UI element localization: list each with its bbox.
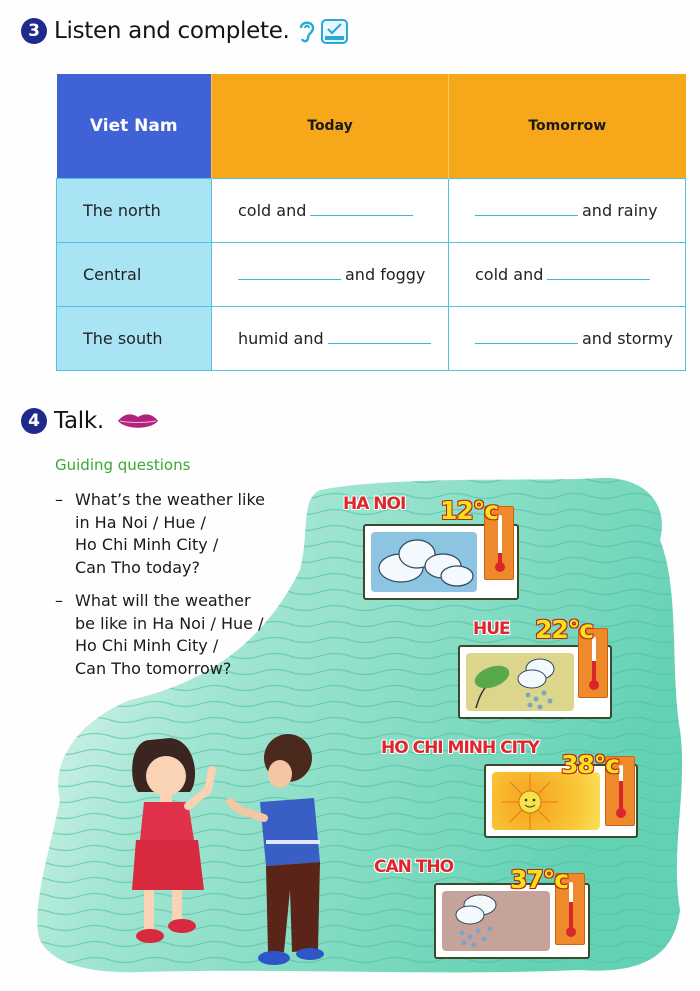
- complete-icon: [321, 19, 348, 44]
- blank-field[interactable]: [238, 266, 341, 280]
- dash: –: [55, 591, 63, 610]
- today-cell: [212, 306, 449, 370]
- children-illustration: [120, 730, 340, 970]
- weather-table: [56, 74, 686, 371]
- tomorrow-cell: [449, 178, 686, 242]
- region-cell: The north: [57, 178, 212, 242]
- rainy-scene: [442, 891, 550, 951]
- exercise-title: Talk.: [54, 408, 104, 434]
- region-cell: The south: [57, 306, 212, 370]
- today-cell: [212, 242, 449, 306]
- blank-field[interactable]: [310, 202, 413, 216]
- temperature-ho-chi-minh-city: 38°c: [561, 750, 620, 779]
- city-name-ha-noi: HA NOI: [343, 494, 406, 514]
- ear-icon: [296, 18, 318, 44]
- question-2: [55, 590, 263, 680]
- blank-field[interactable]: [547, 266, 650, 280]
- question-line: What will the weather: [75, 591, 251, 610]
- dash: –: [55, 490, 63, 509]
- header-tomorrow: Tomorrow: [449, 74, 686, 178]
- today-cell: [212, 178, 449, 242]
- question-line: Ho Chi Minh City /: [75, 535, 219, 554]
- cloudy-scene: [371, 532, 477, 592]
- tomorrow-cell: [449, 306, 686, 370]
- cell-suffix: and foggy: [345, 264, 426, 284]
- question-line: in Ha Noi / Hue /: [75, 512, 206, 532]
- table-row: [57, 242, 686, 306]
- question-line: Ho Chi Minh City /: [75, 636, 219, 655]
- city-name-can-tho: CAN THO: [374, 857, 454, 877]
- exercise-title: Listen and complete.: [54, 18, 290, 44]
- cell-suffix: and rainy: [582, 200, 658, 220]
- question-line: What’s the weather like: [75, 490, 265, 509]
- table-row: [57, 306, 686, 370]
- exercise-3-header: [21, 18, 348, 44]
- question-line: be like in Ha Noi / Hue /: [75, 613, 264, 633]
- sun-icon: [492, 772, 602, 832]
- exercise-number-badge: 3: [21, 18, 47, 44]
- header-region: Viet Nam: [57, 74, 212, 178]
- blank-field[interactable]: [475, 202, 578, 216]
- question-line: Can Tho today?: [75, 557, 200, 577]
- wind-rain-icon: [466, 653, 576, 713]
- cell-prefix: cold and: [475, 264, 544, 284]
- girl-figure: [132, 738, 212, 943]
- region-cell: Central: [57, 242, 212, 306]
- cell-prefix: humid and: [238, 328, 324, 348]
- city-name-hue: HUE: [473, 619, 510, 639]
- city-name-ho-chi-minh-city: HO CHI MINH CITY: [381, 738, 539, 758]
- guiding-questions-title: Guiding questions: [55, 456, 191, 474]
- exercise-4-header: [21, 408, 160, 434]
- exercise-number-badge: 4: [21, 408, 47, 434]
- lips-icon: [116, 411, 160, 431]
- tomorrow-cell: [449, 242, 686, 306]
- temperature-can-tho: 37°c: [510, 865, 569, 894]
- temperature-ha-noi: 12°c: [440, 496, 499, 525]
- windy-rainy-scene: [466, 653, 574, 711]
- blank-field[interactable]: [475, 330, 578, 344]
- cell-suffix: and stormy: [582, 328, 673, 348]
- header-today: Today: [212, 74, 449, 178]
- cloud-icon: [371, 532, 481, 592]
- temperature-hue: 22°c: [535, 615, 594, 644]
- blank-field[interactable]: [328, 330, 431, 344]
- boy-figure: [230, 734, 324, 965]
- question-1: [55, 489, 265, 579]
- table-row: [57, 178, 686, 242]
- question-line: Can Tho tomorrow?: [75, 658, 232, 678]
- cell-prefix: cold and: [238, 200, 307, 220]
- rain-cloud-icon: [442, 891, 552, 951]
- sunny-scene: [492, 772, 600, 830]
